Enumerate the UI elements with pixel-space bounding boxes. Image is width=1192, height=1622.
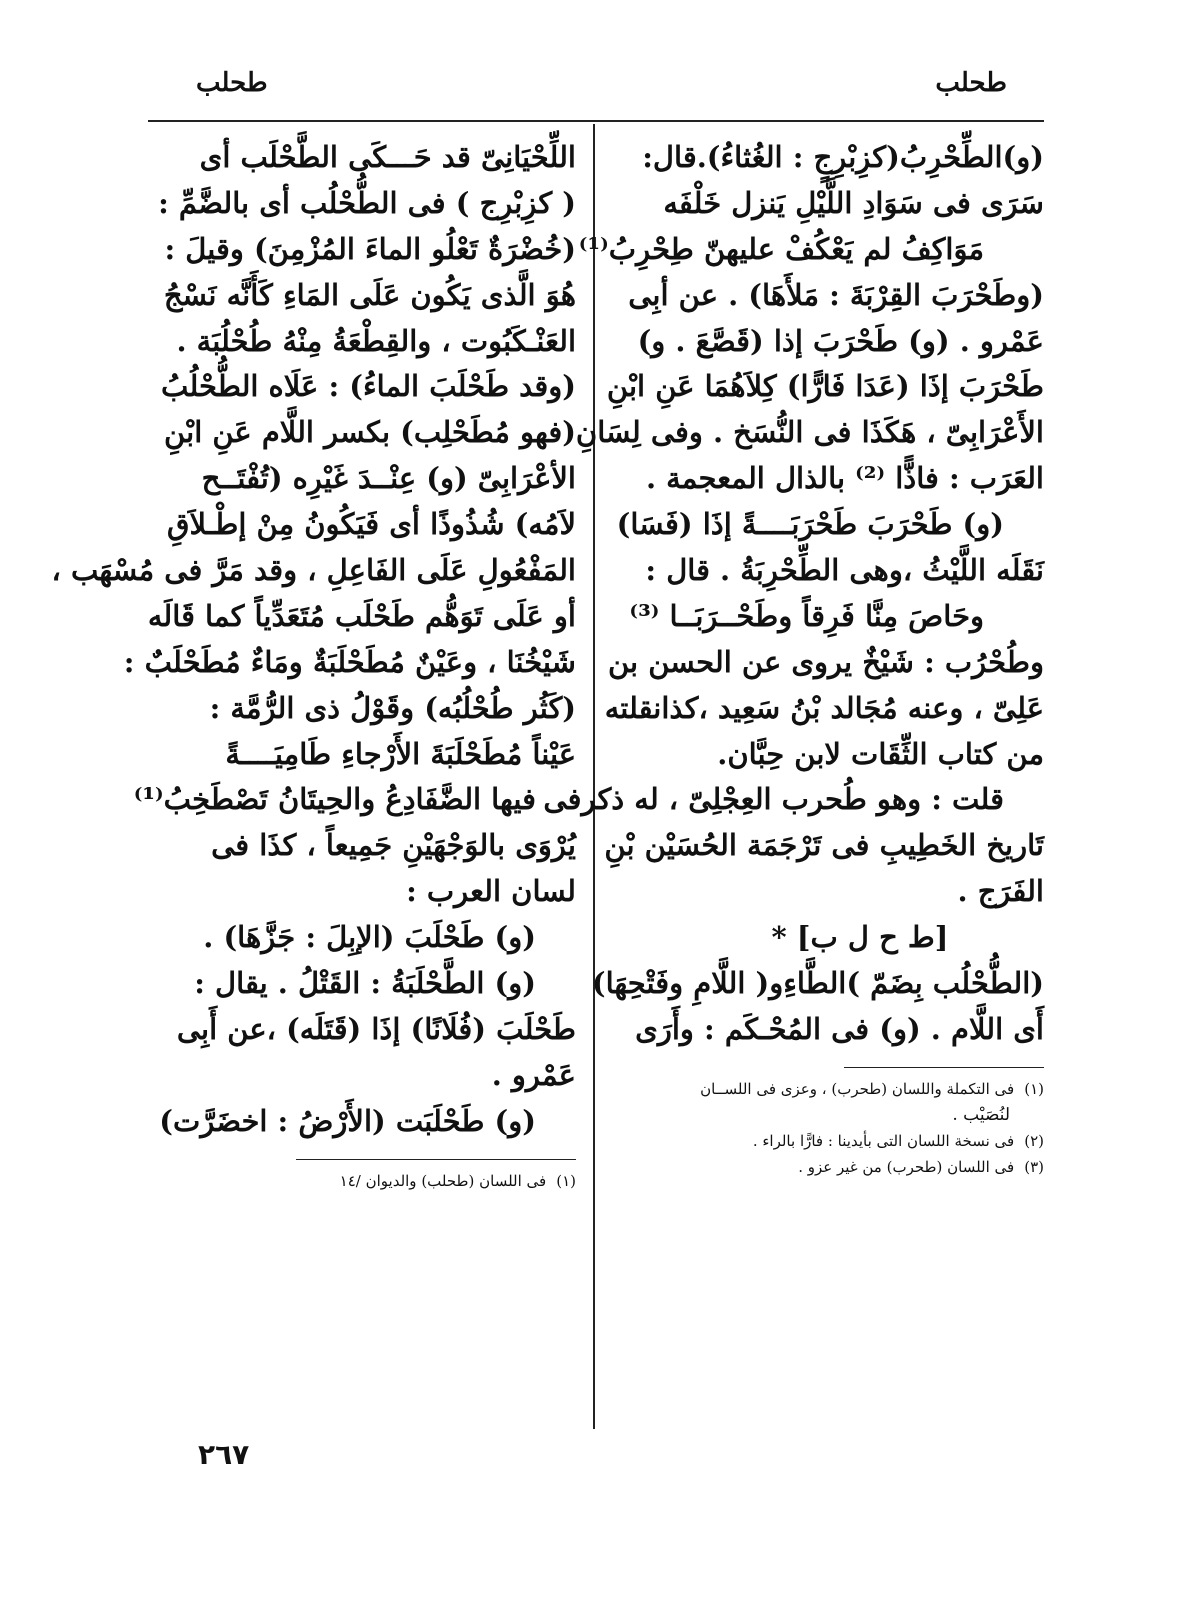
text-line: ( كزِبْرِج ) فى الطُّحْلُب أى بالضَّمِّ :	[158, 185, 576, 220]
footnote	[616, 1128, 1044, 1154]
footnote-text: فى التكملة واللسان (طحرب) ، وعزى فى اللســان	[700, 1079, 1015, 1098]
text-line: (فهو مُطَحْلِب) بكسر اللَّام عَنِ ابْنِ	[164, 415, 576, 450]
header-rule	[148, 120, 1044, 122]
text-line: (وقد طَحْلَبَ الماءُ) : عَلَاه الطُّحْلُبُ	[160, 369, 576, 404]
footnote-number: (١)	[1024, 1079, 1044, 1098]
text-line: شَيْخُنَا ، وعَيْنٌ مُطَحْلَبَةٌ ومَاءٌ مُطَحْلَبٌ :	[123, 644, 576, 679]
text-line: الفَرَج .	[957, 874, 1044, 909]
verse-line: فيها الضَّفَادِعُ والحِيتَانُ تَصْطَخِبُ⁽¹⁾	[133, 782, 536, 817]
text-line: أَى اللَّام . (و) فى المُحْـكَم : وأَرَى	[635, 1011, 1044, 1046]
running-head-left: طحلب	[196, 68, 268, 98]
running-head-right: طحلب	[935, 68, 1007, 98]
text-line: وطُحْرُب : شَيْخٌ يروى عن الحسن بن	[607, 644, 1044, 679]
text-line: (و) الطَّحْلَبَةُ : القَتْلُ . يقال :	[194, 966, 536, 1001]
entry-heading: [ط ح ل ب] *	[771, 920, 949, 955]
left-column	[51, 135, 576, 1194]
footnote-number: (١)	[556, 1171, 576, 1190]
page-number: ٢٦٧	[198, 1438, 250, 1471]
footnote	[616, 1076, 1044, 1102]
text-line: تَاريخ الخَطِيبِ فى تَرْجَمَة الحُسَيْن بْنِ	[604, 828, 1044, 863]
text-line: اللِّحْيَانِىّ قد حَـــكَى الطَّحْلَب أى	[199, 140, 576, 174]
right-column	[543, 135, 1044, 1180]
text-line: (و) طَحْلَبَ (الإبِلَ : جَزَّهَا) .	[203, 920, 536, 955]
text-line: لسان العرب :	[406, 874, 576, 909]
footnote-rule	[844, 1067, 1044, 1068]
footnote-text: فى اللسان (طحرب) من غير عزو .	[798, 1157, 1015, 1176]
footnote-continuation: لنُصَيْب .	[952, 1104, 1010, 1125]
text-line: (و)الطِّحْرِبُ(كزِبْرِجٍ : الغُثاءُ).قال:	[642, 140, 1044, 174]
text-line: (وطَحْرَبَ القِرْبَةَ : مَلأَهَا) . عن أبِى	[628, 277, 1044, 312]
text-line: العَرَب : فاذًّا ⁽²⁾ بالذال المعجمة .	[645, 461, 1044, 496]
text-line: طَحْلَبَ (فُلَانًا) إذَا (قَتَلَه) ،عن أَبِى	[176, 1011, 576, 1046]
text-line: (الطُّحْلُب بِضَمّ )الطَّاءِو( اللَّامِ وفَتْحِهَا)	[591, 966, 1044, 1001]
footnote-number: (٢)	[1024, 1131, 1044, 1150]
footnote	[616, 1154, 1044, 1180]
text-line: عَلِىّ ، وعنه مُجَالد بْنُ سَعِيد ،كذانقلته	[604, 690, 1044, 725]
text-line: لاَمُه) شُذُوذًا أى فَيَكُونُ مِنْ إطْـلاَقِ	[166, 507, 576, 542]
text-line: (و) طَحْلَبَت (الأَرْضُ : اخضَرَّت)	[159, 1103, 536, 1138]
text-line: نَقَلَه اللَّيْثُ ،وهى الطِّحْرِبَةُ . قال :	[645, 553, 1044, 588]
text-line: المَفْعُولِ عَلَى الفَاعِلِ ، وقد مَرَّ فى مُسْهَب ،	[51, 553, 576, 588]
footnote	[146, 1168, 576, 1194]
text-line: هُوَ الَّذى يَكُون عَلَى المَاءِ كَأَنَّه نَسْجُ	[163, 277, 576, 312]
text-line: (كَثُر طُحْلُبُه) وقَوْلُ ذى الرُّمَّة :	[209, 690, 576, 725]
text-line: العَنْـكَبُوت ، والقِطْعَةُ مِنْهُ طُحْلُبَة .	[176, 323, 576, 358]
text-line: (خُضْرَةٌ تَعْلُو الماءَ المُزْمِنَ) وقيلَ :	[164, 231, 576, 266]
text-line: الأعْرَابِىّ (و) عِنْــدَ غَيْرِه (تُفْتَــح	[201, 461, 576, 496]
text-line: الأَعْرَابِىّ ، هَكَذَا فى النُّسَخ . وفى لِسَانِ	[575, 415, 1044, 450]
text-line: يُرْوَى بالوَجْهَيْنِ جَمِيعاً ، كذَا فى	[211, 828, 576, 863]
footnote-text: فى نسخة اللسان التى بأيدينا : فارًّا بالراء .	[752, 1131, 1015, 1150]
verse-line: مَوَاكِفُ لم يَعْكُفْ عليهنّ طِحْرِبُ⁽¹⁾	[578, 231, 984, 266]
text-line: من كتاب الثِّقَات لابن حِبَّان.	[717, 736, 1044, 771]
text-line: أو عَلَى تَوَهُّم طَحْلَب مُتَعَدِّياً كما قَالَه	[147, 598, 576, 633]
text-line: عَمْرو .	[491, 1057, 576, 1092]
text-line: عَمْرو . (و) طَحْرَبَ إذا (قَصَّعَ . و)	[637, 323, 1044, 358]
text-line: طَحْرَبَ إذَا (عَدَا فَارًّا) كِلاَهُمَا عَنِ ابْنِ	[606, 369, 1044, 404]
footnote-rule	[296, 1159, 576, 1160]
text-line: قلت : وهو طُحرب العِجْلِىّ ، له ذكرفى	[543, 782, 1004, 817]
footnote-text: فى اللسان (طحلب) والديوان /١٤	[339, 1171, 547, 1190]
text-line: سَرَى فى سَوَادِ اللَّيْلِ يَنزل خَلْفَه	[663, 185, 1044, 220]
footnote-number: (٣)	[1024, 1157, 1044, 1176]
verse-line: عَيْناً مُطَحْلَبَةَ الأَرْجاءِ طَامِيَــــةً	[225, 736, 576, 771]
text-line: (و) طَحْرَبَ طَحْرَبَــــةً إذَا (فَسَا)	[616, 507, 1004, 542]
verse-line: وحَاصَ مِنَّا فَرِقاً وطَحْــرَبَــا ⁽³⁾	[629, 598, 984, 633]
